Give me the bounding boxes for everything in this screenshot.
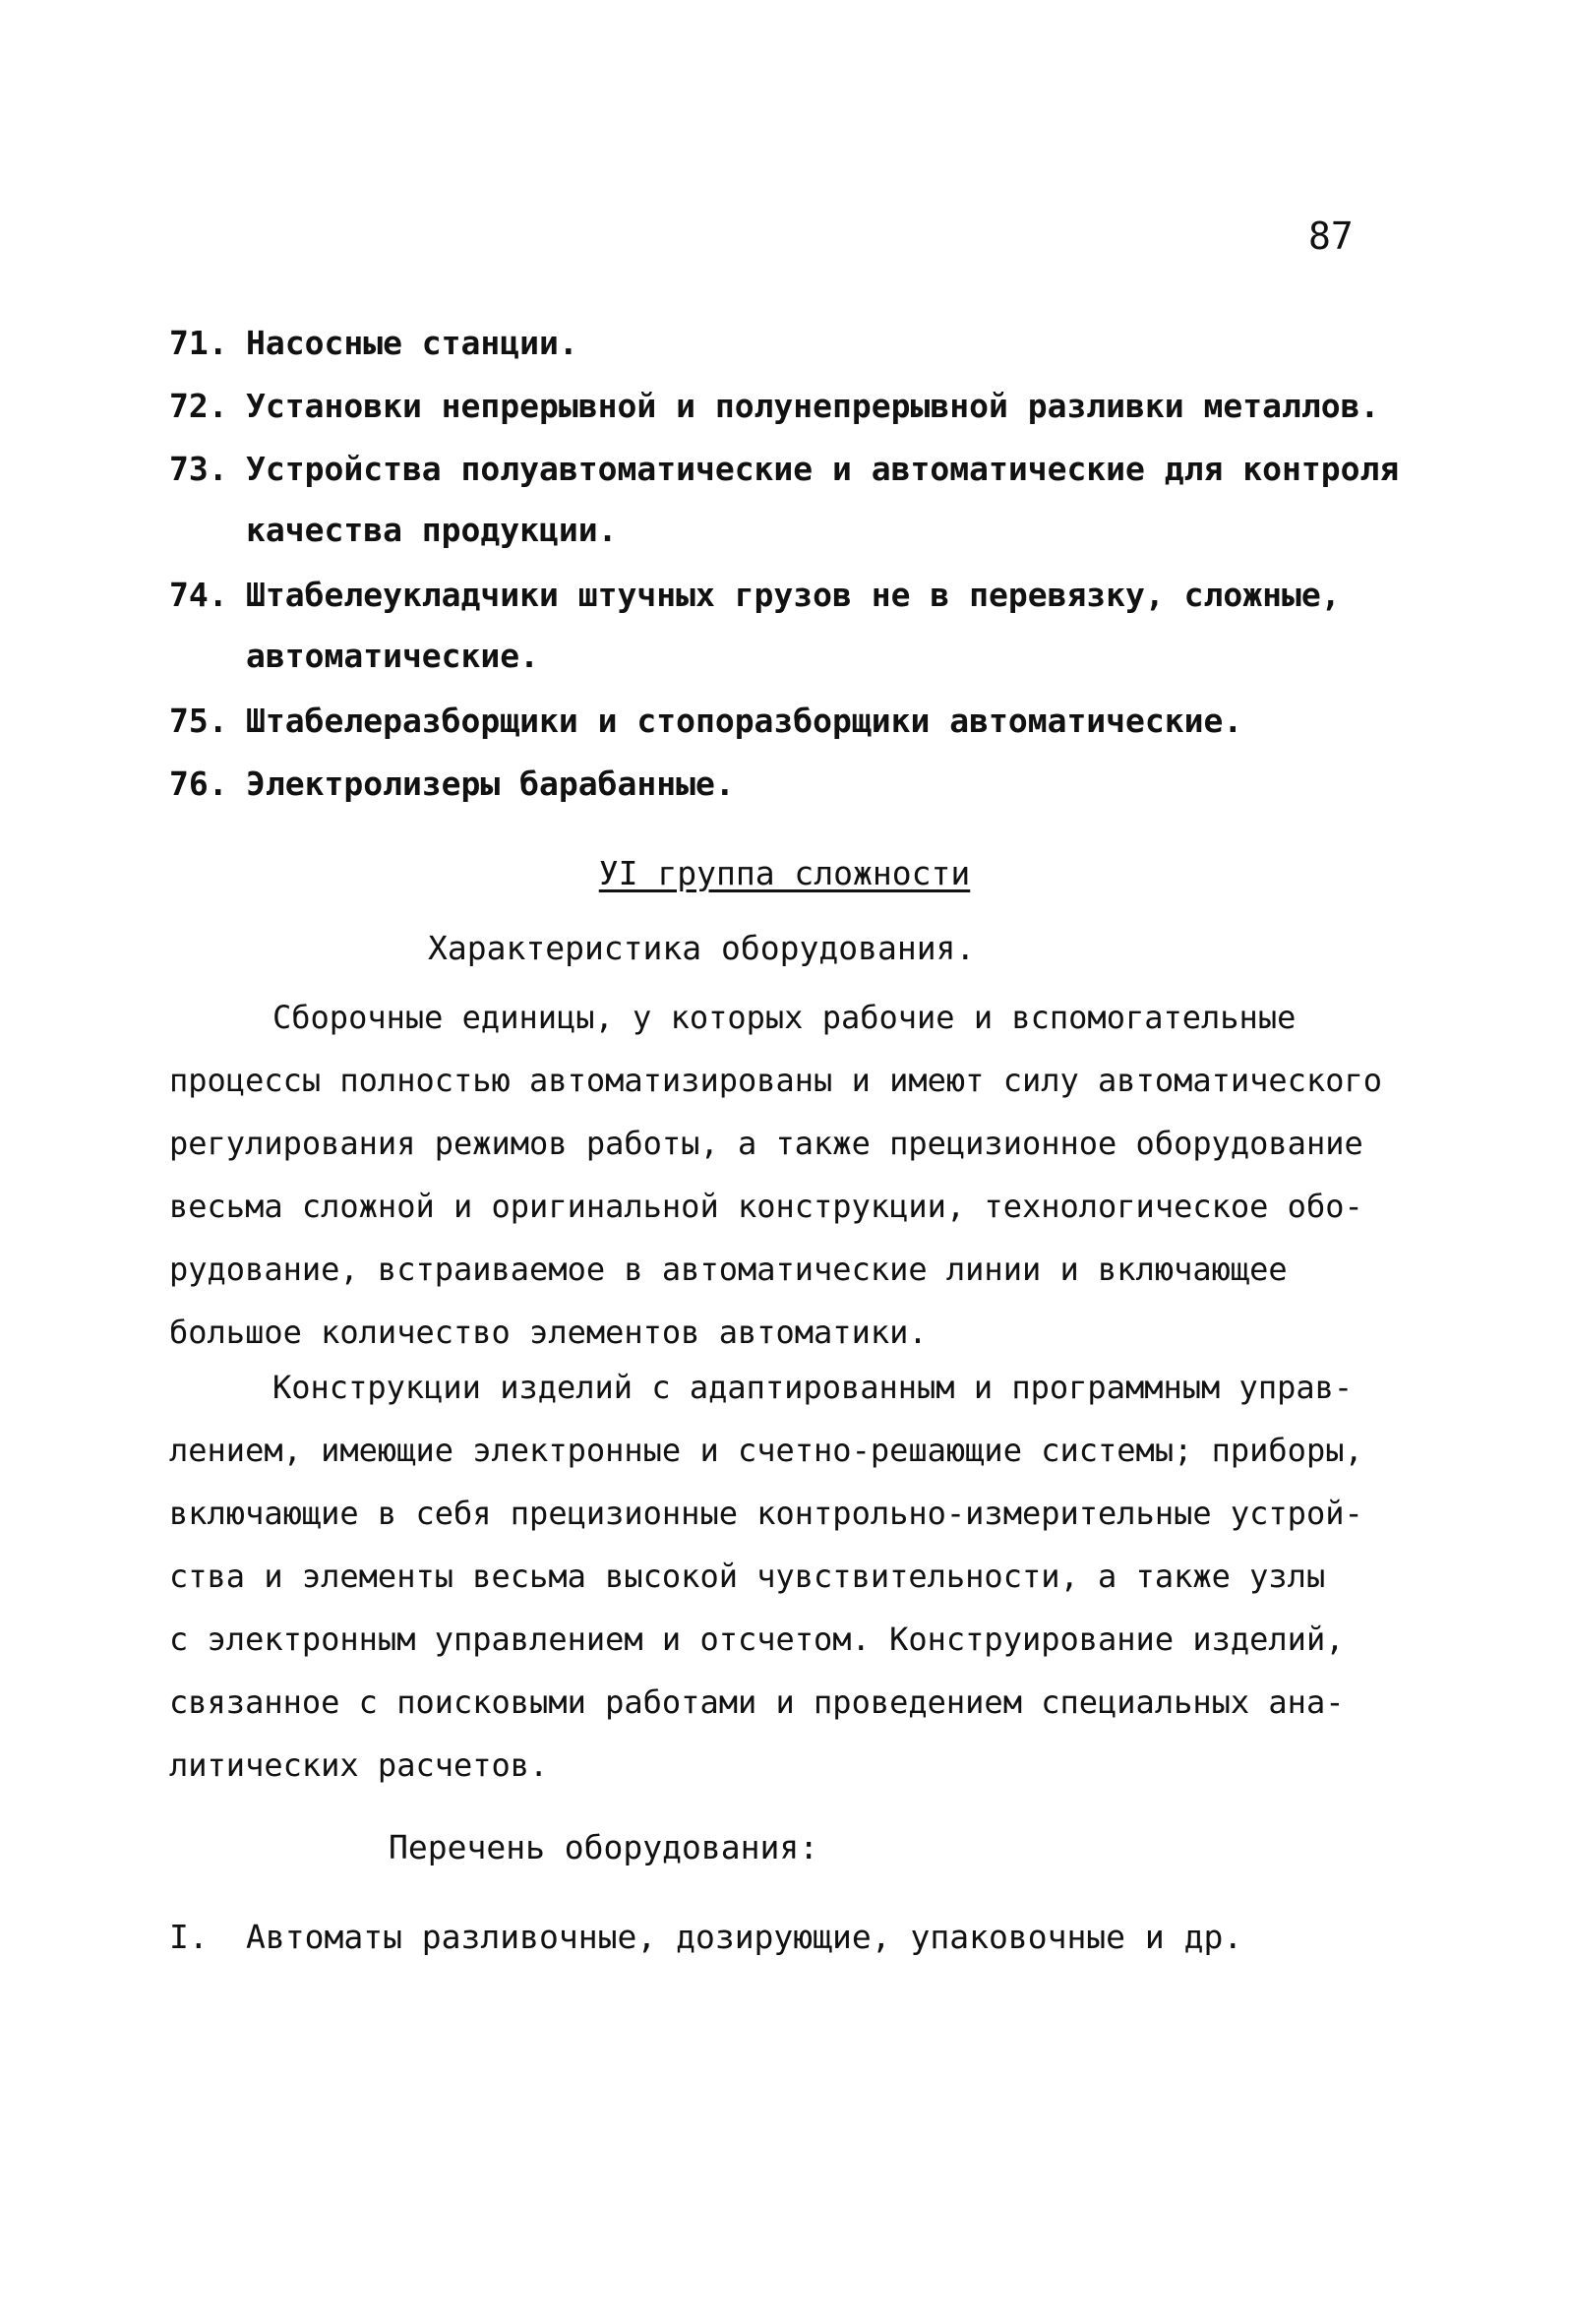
list-item: [169, 439, 1448, 561]
text-line: с электронным управлением и отсчетом. Конструирование изделий,: [169, 1621, 1345, 1658]
item-number: 72.: [169, 387, 228, 425]
item-number: 75.: [169, 702, 228, 740]
page-number: 87: [1308, 214, 1354, 258]
item-number: I.: [169, 1918, 209, 1956]
list-item: [169, 565, 1448, 687]
item-text: Установки непрерывной и полунепрерывной разливки металлов.: [246, 387, 1380, 425]
text-line: Конструкции изделий с адаптированным и программным управ-: [272, 1369, 1354, 1406]
text-line: рудование, встраиваемое в автоматические линии и включающее: [169, 1251, 1288, 1288]
item-text-continuation: автоматические.: [246, 637, 540, 675]
text-line: процессы полностью автоматизированы и имеют силу автоматического: [169, 1062, 1382, 1099]
item-text: Устройства полуавтоматические и автоматические для контроля: [246, 450, 1400, 488]
text-line: регулирования режимов работы, а также прецизионное оборудование: [169, 1125, 1363, 1162]
list-item: [169, 313, 1448, 374]
paragraph-constructions: [169, 1356, 1428, 1797]
item-text: Автоматы разливочные, дозирующие, упаковочные и др.: [246, 1918, 1243, 1956]
item-text: Насосные станции.: [246, 324, 578, 362]
item-number: 76.: [169, 764, 228, 803]
text-line: лением, имеющие электронные и счетно-решающие системы; приборы,: [169, 1432, 1363, 1469]
list-item: [169, 1907, 1448, 1968]
text-line: литических расчетов.: [169, 1746, 549, 1784]
list-item: [169, 691, 1448, 752]
text-line: весьма сложной и оригинальной конструкции, технологическое обо-: [169, 1188, 1363, 1225]
item-text: Электролизеры барабанные.: [246, 764, 735, 803]
item-number: 74.: [169, 576, 228, 614]
text-line: ства и элементы весьма высокой чувствительности, а также узлы: [169, 1558, 1326, 1595]
paragraph-characteristic: [169, 986, 1428, 1364]
item-number: 73.: [169, 450, 228, 488]
list-item: [169, 376, 1448, 437]
item-text: Штабелеразборщики и стопоразборщики автоматические.: [246, 702, 1243, 740]
item-text: Штабелеукладчики штучных грузов не в перевязку, сложные,: [246, 576, 1341, 614]
item-number: 71.: [169, 324, 228, 362]
list-item: [169, 754, 1448, 815]
text-line: включающие в себя прецизионные контрольно-измерительные устрой-: [169, 1495, 1363, 1532]
text-line: связанное с поисковыми работами и проведением специальных ана-: [169, 1683, 1345, 1721]
equipment-list-heading: Перечень оборудования:: [389, 1828, 819, 1866]
section-heading: УI группа сложности: [598, 854, 971, 892]
characteristic-heading: Характеристика оборудования.: [428, 929, 976, 967]
text-line: большое количество элементов автоматики.: [169, 1314, 928, 1351]
item-text-continuation: качества продукции.: [246, 511, 618, 549]
text-line: Сборочные единицы, у которых рабочие и вспомогательные: [272, 999, 1297, 1036]
